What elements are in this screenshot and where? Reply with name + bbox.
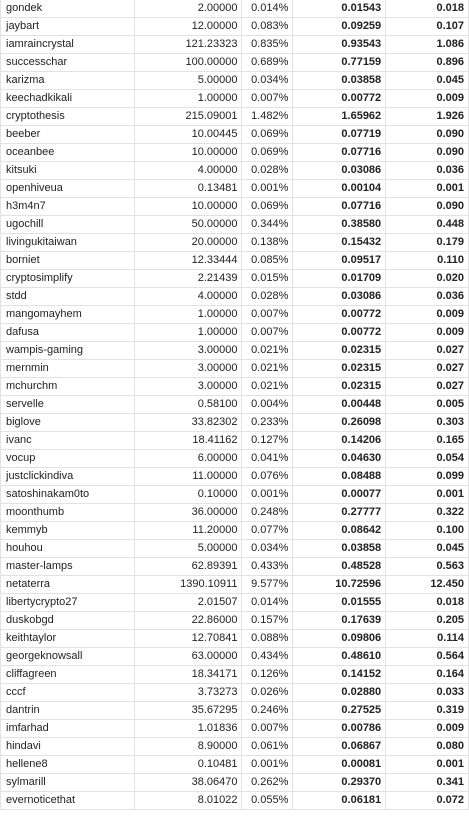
table-row: [1, 738, 469, 756]
value-cell[interactable]: 0.09259: [293, 18, 386, 35]
value-cell[interactable]: 0.02880: [293, 684, 386, 701]
account-name-cell[interactable]: cliffagreen: [1, 666, 135, 683]
payout-cell[interactable]: 0.001: [386, 180, 469, 197]
table-row: [1, 540, 469, 558]
percent-cell[interactable]: 0.434%: [242, 648, 293, 665]
value-cell[interactable]: 0.00786: [293, 720, 386, 737]
table-row: [1, 414, 469, 432]
table-row: [1, 108, 469, 126]
table-row: [1, 270, 469, 288]
value-cell[interactable]: 0.07716: [293, 144, 386, 161]
payout-cell[interactable]: 0.045: [386, 540, 469, 557]
value-cell[interactable]: 0.29370: [293, 774, 386, 791]
payout-cell[interactable]: 0.009: [386, 324, 469, 341]
amount-cell[interactable]: 3.73273: [135, 684, 243, 701]
table-row: [1, 432, 469, 450]
payout-cell[interactable]: 0.090: [386, 198, 469, 215]
table-row: [1, 216, 469, 234]
percent-cell[interactable]: 0.001%: [242, 486, 293, 503]
value-cell[interactable]: 0.48610: [293, 648, 386, 665]
value-cell[interactable]: 0.15432: [293, 234, 386, 251]
account-name-cell[interactable]: stdd: [1, 288, 135, 305]
payout-cell[interactable]: 0.045: [386, 72, 469, 89]
account-name-cell[interactable]: wampis-gaming: [1, 342, 135, 359]
amount-cell[interactable]: 6.00000: [135, 450, 243, 467]
account-name-cell[interactable]: houhou: [1, 540, 135, 557]
amount-cell[interactable]: 11.00000: [135, 468, 243, 485]
account-name-cell[interactable]: borniet: [1, 252, 135, 269]
account-name-cell[interactable]: dafusa: [1, 324, 135, 341]
value-cell[interactable]: 0.14152: [293, 666, 386, 683]
amount-cell[interactable]: 12.00000: [135, 18, 243, 35]
percent-cell[interactable]: 0.069%: [242, 198, 293, 215]
payout-cell[interactable]: 0.080: [386, 738, 469, 755]
value-cell[interactable]: 0.06867: [293, 738, 386, 755]
table-row: [1, 612, 469, 630]
account-name-cell[interactable]: keithtaylor: [1, 630, 135, 647]
value-cell[interactable]: 0.27777: [293, 504, 386, 521]
percent-cell[interactable]: 0.001%: [242, 180, 293, 197]
table-row: [1, 648, 469, 666]
payout-cell[interactable]: 0.005: [386, 396, 469, 413]
percent-cell[interactable]: 0.433%: [242, 558, 293, 575]
amount-cell[interactable]: 4.00000: [135, 288, 243, 305]
amount-cell[interactable]: 4.00000: [135, 162, 243, 179]
payout-cell[interactable]: 0.090: [386, 126, 469, 143]
table-row: [1, 594, 469, 612]
account-name-cell[interactable]: servelle: [1, 396, 135, 413]
percent-cell[interactable]: 0.001%: [242, 756, 293, 773]
percent-cell[interactable]: 0.246%: [242, 702, 293, 719]
amount-cell[interactable]: 20.00000: [135, 234, 243, 251]
account-name-cell[interactable]: justclickindiva: [1, 468, 135, 485]
table-row: [1, 54, 469, 72]
table-row: [1, 144, 469, 162]
table-row: [1, 198, 469, 216]
table-row: [1, 360, 469, 378]
percent-cell[interactable]: 0.034%: [242, 72, 293, 89]
payout-cell[interactable]: 0.018: [386, 594, 469, 611]
amount-cell[interactable]: 3.00000: [135, 378, 243, 395]
account-name-cell[interactable]: moonthumb: [1, 504, 135, 521]
account-name-cell[interactable]: vocup: [1, 450, 135, 467]
table-row: [1, 576, 469, 594]
percent-cell[interactable]: 0.069%: [242, 144, 293, 161]
percent-cell[interactable]: 0.014%: [242, 594, 293, 611]
value-cell[interactable]: 10.72596: [293, 576, 386, 593]
account-name-cell[interactable]: iamraincrystal: [1, 36, 135, 53]
table-row: [1, 18, 469, 36]
amount-cell[interactable]: 0.13481: [135, 180, 243, 197]
table-row: [1, 450, 469, 468]
payout-cell[interactable]: 0.099: [386, 468, 469, 485]
table-row: [1, 468, 469, 486]
payout-cell[interactable]: 0.027: [386, 378, 469, 395]
value-cell[interactable]: 0.02315: [293, 378, 386, 395]
payout-cell[interactable]: 0.110: [386, 252, 469, 269]
percent-cell[interactable]: 0.007%: [242, 324, 293, 341]
percent-cell[interactable]: 0.007%: [242, 90, 293, 107]
account-name-cell[interactable]: biglove: [1, 414, 135, 431]
amount-cell[interactable]: 35.67295: [135, 702, 243, 719]
value-cell[interactable]: 0.77159: [293, 54, 386, 71]
payout-cell[interactable]: 0.564: [386, 648, 469, 665]
payout-cell[interactable]: 0.009: [386, 90, 469, 107]
value-cell[interactable]: 0.01555: [293, 594, 386, 611]
table-row: [1, 90, 469, 108]
table-row: [1, 288, 469, 306]
amount-cell[interactable]: 100.00000: [135, 54, 243, 71]
table-row: [1, 756, 469, 774]
percent-cell[interactable]: 0.004%: [242, 396, 293, 413]
amount-cell[interactable]: 1390.10911: [135, 576, 243, 593]
amount-cell[interactable]: 0.10000: [135, 486, 243, 503]
value-cell[interactable]: 0.00081: [293, 756, 386, 773]
amount-cell[interactable]: 10.00000: [135, 144, 243, 161]
value-cell[interactable]: 0.03086: [293, 288, 386, 305]
amount-cell[interactable]: 0.58100: [135, 396, 243, 413]
value-cell[interactable]: 0.00772: [293, 324, 386, 341]
value-cell[interactable]: 0.38580: [293, 216, 386, 233]
account-name-cell[interactable]: ugochill: [1, 216, 135, 233]
account-name-cell[interactable]: successchar: [1, 54, 135, 71]
payout-cell[interactable]: 1.086: [386, 36, 469, 53]
table-row: [1, 252, 469, 270]
payout-cell[interactable]: 0.001: [386, 756, 469, 773]
amount-cell[interactable]: 62.89391: [135, 558, 243, 575]
value-cell[interactable]: 0.48528: [293, 558, 386, 575]
percent-cell[interactable]: 0.077%: [242, 522, 293, 539]
percent-cell[interactable]: 0.007%: [242, 720, 293, 737]
table-row: [1, 72, 469, 90]
amount-cell[interactable]: 18.41162: [135, 432, 243, 449]
percent-cell[interactable]: 0.041%: [242, 450, 293, 467]
amount-cell[interactable]: 63.00000: [135, 648, 243, 665]
value-cell[interactable]: 0.03086: [293, 162, 386, 179]
table-row: [1, 486, 469, 504]
value-cell[interactable]: 0.03858: [293, 540, 386, 557]
account-name-cell[interactable]: cryptothesis: [1, 108, 135, 125]
payout-cell[interactable]: 0.009: [386, 306, 469, 323]
value-cell[interactable]: 0.14206: [293, 432, 386, 449]
amount-cell[interactable]: 18.34171: [135, 666, 243, 683]
payout-cell[interactable]: 0.322: [386, 504, 469, 521]
percent-cell[interactable]: 0.126%: [242, 666, 293, 683]
value-cell[interactable]: 0.00104: [293, 180, 386, 197]
table-row: [1, 324, 469, 342]
percent-cell[interactable]: 0.689%: [242, 54, 293, 71]
amount-cell[interactable]: 121.23323: [135, 36, 243, 53]
payout-cell[interactable]: 0.036: [386, 162, 469, 179]
amount-cell[interactable]: 10.00445: [135, 126, 243, 143]
percent-cell[interactable]: 0.233%: [242, 414, 293, 431]
table-row: [1, 504, 469, 522]
percent-cell[interactable]: 0.088%: [242, 630, 293, 647]
amount-cell[interactable]: 10.00000: [135, 198, 243, 215]
value-cell[interactable]: 0.07716: [293, 198, 386, 215]
table-row: [1, 396, 469, 414]
percent-cell[interactable]: 0.014%: [242, 0, 293, 17]
amount-cell[interactable]: 8.90000: [135, 738, 243, 755]
account-name-cell[interactable]: kemmyb: [1, 522, 135, 539]
table-row: [1, 378, 469, 396]
payout-cell[interactable]: 12.450: [386, 576, 469, 593]
amount-cell[interactable]: 1.01836: [135, 720, 243, 737]
account-name-cell[interactable]: libertycrypto27: [1, 594, 135, 611]
amount-cell[interactable]: 11.20000: [135, 522, 243, 539]
value-cell[interactable]: 0.01709: [293, 270, 386, 287]
table-row: [1, 684, 469, 702]
account-name-cell[interactable]: mangomayhem: [1, 306, 135, 323]
account-name-cell[interactable]: master-lamps: [1, 558, 135, 575]
percent-cell[interactable]: 9.577%: [242, 576, 293, 593]
value-cell[interactable]: 0.00448: [293, 396, 386, 413]
amount-cell[interactable]: 33.82302: [135, 414, 243, 431]
amount-cell[interactable]: 1.00000: [135, 306, 243, 323]
payout-cell[interactable]: 0.319: [386, 702, 469, 719]
account-name-cell[interactable]: gondek: [1, 0, 135, 17]
value-cell[interactable]: 0.00772: [293, 90, 386, 107]
percent-cell[interactable]: 0.076%: [242, 468, 293, 485]
amount-cell[interactable]: 1.00000: [135, 324, 243, 341]
account-name-cell[interactable]: duskobgd: [1, 612, 135, 629]
percent-cell[interactable]: 0.138%: [242, 234, 293, 251]
account-name-cell[interactable]: kitsuki: [1, 162, 135, 179]
amount-cell[interactable]: 2.21439: [135, 270, 243, 287]
account-name-cell[interactable]: hellene8: [1, 756, 135, 773]
value-cell[interactable]: 0.08488: [293, 468, 386, 485]
percent-cell[interactable]: 0.015%: [242, 270, 293, 287]
payout-cell[interactable]: 0.001: [386, 486, 469, 503]
table-row: [1, 306, 469, 324]
percent-cell[interactable]: 0.262%: [242, 774, 293, 791]
table-row: [1, 774, 469, 792]
payout-cell[interactable]: 0.009: [386, 720, 469, 737]
amount-cell[interactable]: 0.10481: [135, 756, 243, 773]
amount-cell[interactable]: 5.00000: [135, 72, 243, 89]
payout-cell[interactable]: 1.926: [386, 108, 469, 125]
payout-cell[interactable]: 0.036: [386, 288, 469, 305]
payout-cell[interactable]: 0.033: [386, 684, 469, 701]
table-row: [1, 162, 469, 180]
account-name-cell[interactable]: imfarhad: [1, 720, 135, 737]
percent-cell[interactable]: 0.083%: [242, 18, 293, 35]
account-name-cell[interactable]: livingukitaiwan: [1, 234, 135, 251]
value-cell[interactable]: 0.17639: [293, 612, 386, 629]
percent-cell[interactable]: 0.127%: [242, 432, 293, 449]
percent-cell[interactable]: 0.021%: [242, 378, 293, 395]
value-cell[interactable]: 0.06181: [293, 792, 386, 809]
account-name-cell[interactable]: netaterra: [1, 576, 135, 593]
payout-cell[interactable]: 0.054: [386, 450, 469, 467]
percent-cell[interactable]: 0.034%: [242, 540, 293, 557]
percent-cell[interactable]: 0.021%: [242, 360, 293, 377]
payout-cell[interactable]: 0.165: [386, 432, 469, 449]
payout-cell[interactable]: 0.448: [386, 216, 469, 233]
percent-cell[interactable]: 0.248%: [242, 504, 293, 521]
payout-cell[interactable]: 0.164: [386, 666, 469, 683]
account-name-cell[interactable]: georgeknowsall: [1, 648, 135, 665]
account-name-cell[interactable]: mernmin: [1, 360, 135, 377]
percent-cell[interactable]: 0.028%: [242, 288, 293, 305]
percent-cell[interactable]: 1.482%: [242, 108, 293, 125]
percent-cell[interactable]: 0.085%: [242, 252, 293, 269]
table-row: [1, 666, 469, 684]
percent-cell[interactable]: 0.028%: [242, 162, 293, 179]
payout-cell[interactable]: 0.027: [386, 342, 469, 359]
table-row: [1, 234, 469, 252]
payout-cell[interactable]: 0.205: [386, 612, 469, 629]
table-row: [1, 630, 469, 648]
percent-cell[interactable]: 0.061%: [242, 738, 293, 755]
account-name-cell[interactable]: keechadkikali: [1, 90, 135, 107]
account-name-cell[interactable]: karizma: [1, 72, 135, 89]
table-row: [1, 522, 469, 540]
account-name-cell[interactable]: sylmarill: [1, 774, 135, 791]
table-row: [1, 180, 469, 198]
amount-cell[interactable]: 50.00000: [135, 216, 243, 233]
amount-cell[interactable]: 1.00000: [135, 90, 243, 107]
account-name-cell[interactable]: mchurchm: [1, 378, 135, 395]
payout-cell[interactable]: 0.020: [386, 270, 469, 287]
table-row: [1, 0, 469, 18]
payout-cell[interactable]: 0.303: [386, 414, 469, 431]
account-name-cell[interactable]: cryptosimplify: [1, 270, 135, 287]
value-cell[interactable]: 0.00077: [293, 486, 386, 503]
amount-cell[interactable]: 5.00000: [135, 540, 243, 557]
payout-cell[interactable]: 0.100: [386, 522, 469, 539]
value-cell[interactable]: 0.09517: [293, 252, 386, 269]
amount-cell[interactable]: 8.01022: [135, 792, 243, 809]
percent-cell[interactable]: 0.835%: [242, 36, 293, 53]
payout-cell[interactable]: 0.563: [386, 558, 469, 575]
value-cell[interactable]: 0.93543: [293, 36, 386, 53]
table-row: [1, 126, 469, 144]
value-cell[interactable]: 0.03858: [293, 72, 386, 89]
payout-cell[interactable]: 0.090: [386, 144, 469, 161]
account-name-cell[interactable]: cccf: [1, 684, 135, 701]
amount-cell[interactable]: 38.06470: [135, 774, 243, 791]
account-name-cell[interactable]: jaybart: [1, 18, 135, 35]
payout-cell[interactable]: 0.072: [386, 792, 469, 809]
value-cell[interactable]: 0.07719: [293, 126, 386, 143]
percent-cell[interactable]: 0.344%: [242, 216, 293, 233]
value-cell[interactable]: 0.27525: [293, 702, 386, 719]
amount-cell[interactable]: 12.33444: [135, 252, 243, 269]
percent-cell[interactable]: 0.157%: [242, 612, 293, 629]
account-name-cell[interactable]: openhiveua: [1, 180, 135, 197]
amount-cell[interactable]: 12.70841: [135, 630, 243, 647]
percent-cell[interactable]: 0.026%: [242, 684, 293, 701]
payout-cell[interactable]: 0.027: [386, 360, 469, 377]
amount-cell[interactable]: 215.09001: [135, 108, 243, 125]
account-name-cell[interactable]: ivanc: [1, 432, 135, 449]
table-row: [1, 558, 469, 576]
account-name-cell[interactable]: satoshinakam0to: [1, 486, 135, 503]
payout-cell[interactable]: 0.114: [386, 630, 469, 647]
account-name-cell[interactable]: oceanbee: [1, 144, 135, 161]
value-cell[interactable]: 0.09806: [293, 630, 386, 647]
value-cell[interactable]: 0.02315: [293, 342, 386, 359]
table-row: [1, 720, 469, 738]
value-cell[interactable]: 0.01543: [293, 0, 386, 17]
account-name-cell[interactable]: dantrin: [1, 702, 135, 719]
value-cell[interactable]: 0.02315: [293, 360, 386, 377]
table-row: [1, 342, 469, 360]
value-cell[interactable]: 0.04630: [293, 450, 386, 467]
percent-cell[interactable]: 0.021%: [242, 342, 293, 359]
value-cell[interactable]: 0.00772: [293, 306, 386, 323]
payout-cell[interactable]: 0.341: [386, 774, 469, 791]
payout-cell[interactable]: 0.896: [386, 54, 469, 71]
account-name-cell[interactable]: hindavi: [1, 738, 135, 755]
percent-cell[interactable]: 0.007%: [242, 306, 293, 323]
payout-cell[interactable]: 0.018: [386, 0, 469, 17]
amount-cell[interactable]: 2.00000: [135, 0, 243, 17]
value-cell[interactable]: 1.65962: [293, 108, 386, 125]
amount-cell[interactable]: 3.00000: [135, 360, 243, 377]
amount-cell[interactable]: 2.01507: [135, 594, 243, 611]
payout-cell[interactable]: 0.107: [386, 18, 469, 35]
account-name-cell[interactable]: h3m4n7: [1, 198, 135, 215]
amount-cell[interactable]: 22.86000: [135, 612, 243, 629]
table-row: [1, 702, 469, 720]
account-name-cell[interactable]: beeber: [1, 126, 135, 143]
percent-cell[interactable]: 0.069%: [242, 126, 293, 143]
value-cell[interactable]: 0.26098: [293, 414, 386, 431]
amount-cell[interactable]: 36.00000: [135, 504, 243, 521]
percent-cell[interactable]: 0.055%: [242, 792, 293, 809]
account-name-cell[interactable]: evernoticethat: [1, 792, 135, 809]
table-row: [1, 36, 469, 54]
table-row: [1, 792, 469, 810]
payout-cell[interactable]: 0.179: [386, 234, 469, 251]
value-cell[interactable]: 0.08642: [293, 522, 386, 539]
amount-cell[interactable]: 3.00000: [135, 342, 243, 359]
